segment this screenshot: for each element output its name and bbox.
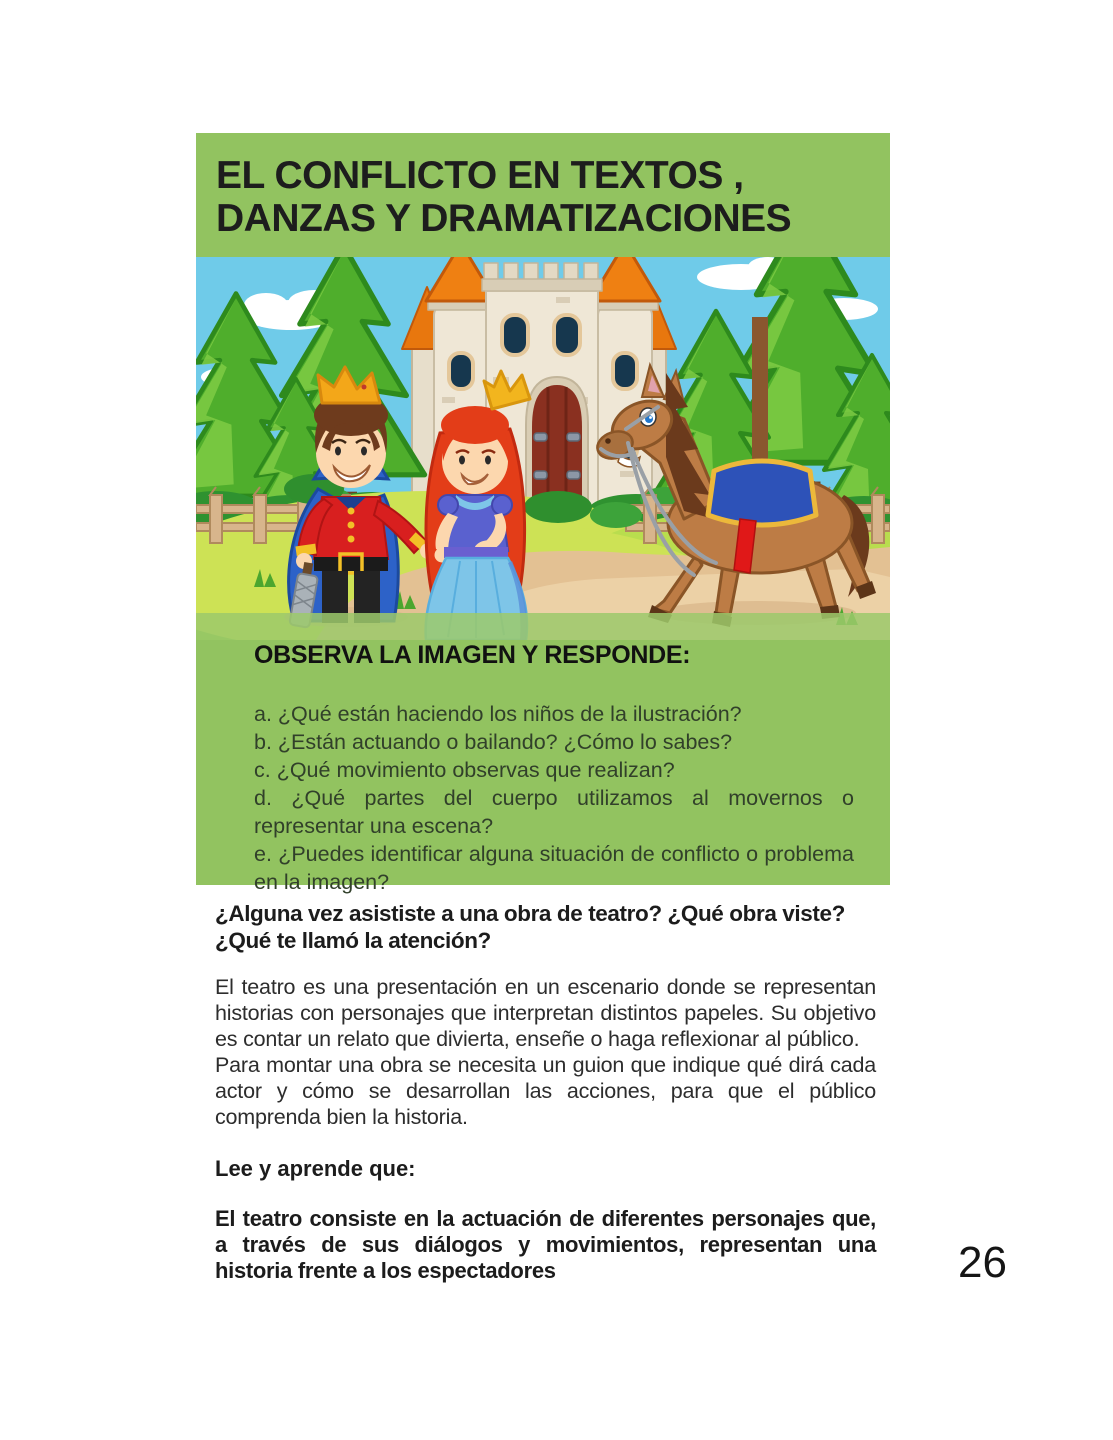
page-title: EL CONFLICTO EN TEXTOS , DANZAS Y DRAMATIZACIONES xyxy=(216,154,792,240)
activity-box xyxy=(254,641,854,896)
key-concept-paragraph: El teatro consiste en la actuación de diferentes personajes que, a través de sus diálogos y movimientos, representan una historia frente a los espectadores xyxy=(215,1206,876,1283)
story-illustration xyxy=(196,257,890,640)
image-bottom-strip xyxy=(196,613,890,640)
question-item-a: a. ¿Qué están haciendo los niños de la ilustración? xyxy=(254,702,742,726)
lead-in-heading: Lee y aprende que: xyxy=(215,1156,416,1181)
question-item-b: b. ¿Están actuando o bailando? ¿Cómo lo sabes? xyxy=(254,730,733,754)
question-item-d: d. ¿Qué partes del cuerpo utilizamos al movernos o representar una escena? xyxy=(254,786,854,838)
question-item-e: e. ¿Puedes identificar alguna situación de conflicto o problema en la imagen? xyxy=(254,842,854,894)
reflection-question-heading: ¿Alguna vez asististe a una obra de teatro? ¿Qué obra viste? ¿Qué te llamó la atención? xyxy=(215,901,845,953)
question-item-c: c. ¿Qué movimiento observas que realizan? xyxy=(254,758,675,782)
lesson-card xyxy=(196,133,890,894)
theatre-paragraph-1: El teatro es una presentación en un escenario donde se representan historias con personajes que interpretan distintos papeles. Su objetivo es contar un relato que divierta, enseñe o haga reflexionar al público. xyxy=(215,975,876,1051)
page-number: 26 xyxy=(958,1238,1007,1287)
activity-heading: OBSERVA LA IMAGEN Y RESPONDE: xyxy=(254,641,691,669)
theatre-paragraph-2: Para montar una obra se necesita un guion que indique qué dirá cada actor y cómo se desarrollan las acciones, para que el público comprenda bien la historia. xyxy=(215,1053,876,1129)
lesson-body xyxy=(215,900,876,1284)
